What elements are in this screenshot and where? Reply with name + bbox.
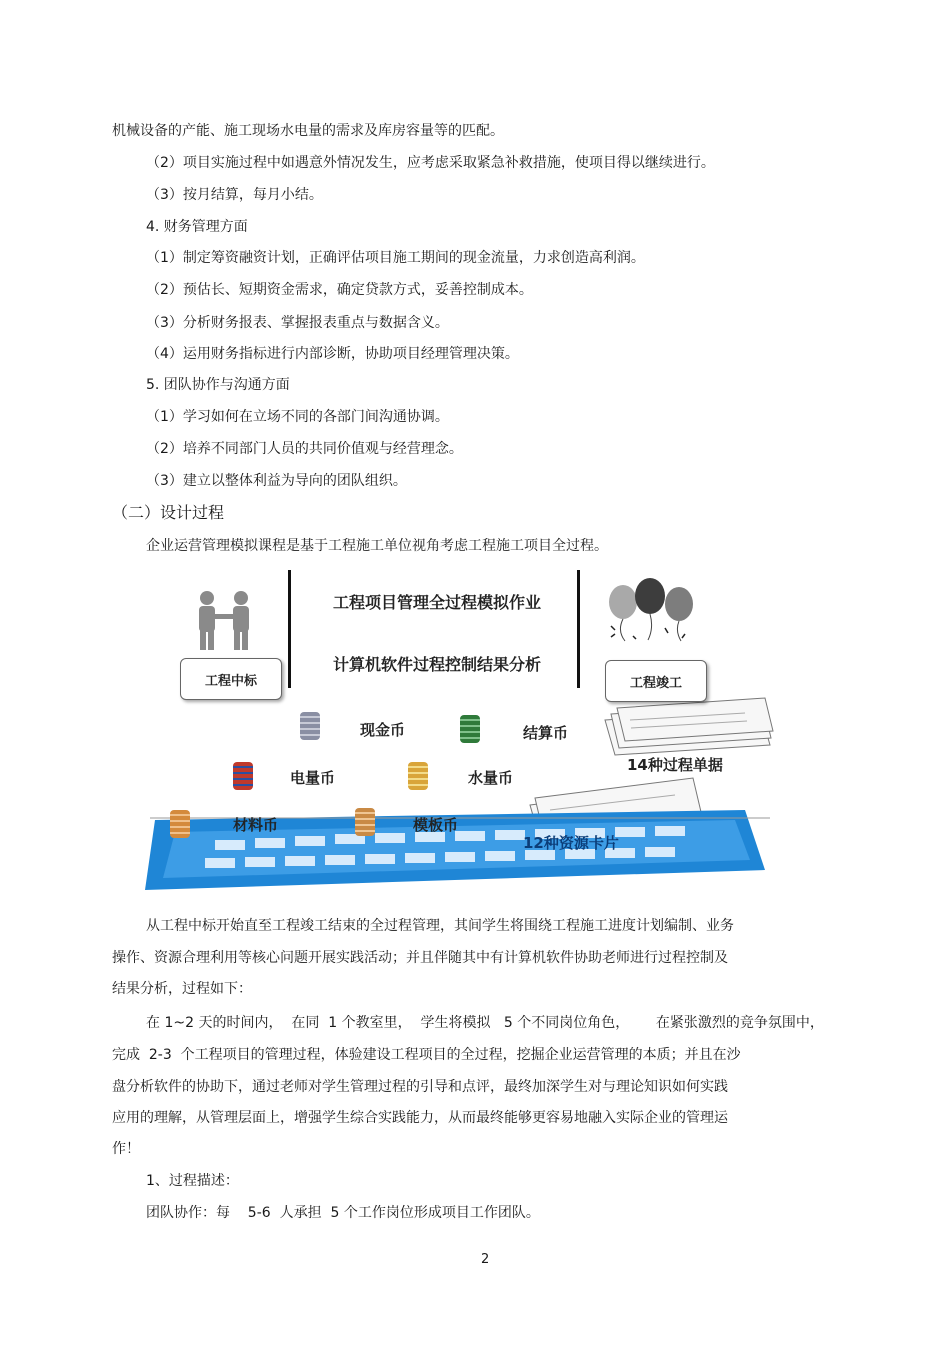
diagram-title-1: 工程项目管理全过程模拟作业 [333, 593, 542, 612]
handshake-icon [199, 591, 249, 650]
paragraph-line: （3）建立以整体利益为导向的团队组织。 [146, 473, 407, 489]
paragraph-line: 结果分析，过程如下： [112, 981, 252, 997]
material-coin-icon [170, 810, 190, 838]
paragraph-line: 1、过程描述： [146, 1173, 239, 1189]
divider-left [288, 570, 291, 688]
bid-win-box: 工程中标 [180, 658, 282, 700]
diagram-title-2: 计算机软件过程控制结果分析 [333, 655, 542, 674]
material-coin-label: 材料币 [233, 816, 279, 834]
template-coin-label: 模板币 [413, 816, 459, 834]
paragraph-line: 应用的理解，从管理层面上，增强学生综合实践能力，从而最终能够更容易地融入实际企业的管理运 [112, 1110, 728, 1126]
water-coin-icon [408, 762, 428, 790]
forms-stack-icon [605, 698, 773, 755]
paragraph-line: （2）预估长、短期资金需求，确定贷款方式，妥善控制成本。 [146, 282, 533, 298]
cash-coin-label: 现金币 [360, 721, 406, 739]
divider-right [577, 570, 580, 688]
forms-label: 14种过程单据 [627, 756, 723, 774]
cards-label: 12种资源卡片 [523, 834, 619, 852]
paragraph-line: （3）分析财务报表、掌握报表重点与数据含义。 [146, 315, 449, 331]
paragraph-line: 机械设备的产能、施工现场水电量的需求及库房容量等的匹配。 [112, 123, 504, 139]
paragraph-line: （1）学习如何在立场不同的各部门间沟通协调。 [146, 409, 449, 425]
completion-box: 工程竣工 [605, 660, 707, 702]
paragraph-line: 完成 2-3 个工程项目的管理过程，体验建设工程项目的全过程，挖掘企业运营管理的本质；并且在沙 [112, 1047, 741, 1063]
paragraph-line: （4）运用财务指标进行内部诊断，协助项目经理管理决策。 [146, 346, 519, 362]
balloons-icon [609, 578, 693, 641]
section-heading: （二）设计过程 [112, 503, 225, 522]
paragraph-line: 操作、资源合理利用等核心问题开展实践活动；并且伴随其中有计算机软件协助老师进行过程控制及 [112, 950, 728, 966]
settlement-coin-label: 结算币 [523, 724, 569, 742]
settlement-coin-icon [460, 715, 480, 743]
paragraph-line: 作！ [112, 1141, 140, 1157]
paragraph-line: （1）制定筹资融资计划，正确评估项目施工期间的现金流量，力求创造高利润。 [146, 250, 645, 266]
paragraph-line: （2）培养不同部门人员的共同价值观与经营理念。 [146, 441, 463, 457]
water-coin-label: 水量币 [468, 769, 514, 787]
template-coin-icon [355, 808, 375, 836]
section-title: 5. 团队协作与沟通方面 [146, 377, 290, 393]
section-title: 4. 财务管理方面 [146, 219, 248, 235]
paragraph-line: （3）按月结算，每月小结。 [146, 187, 323, 203]
paragraph-line: 盘分析软件的协助下，通过老师对学生管理过程的引导和点评，最终加深学生对与理论知识如何实践 [112, 1079, 728, 1095]
paragraph-line: 从工程中标开始直至工程竣工结束的全过程管理，其间学生将围绕工程施工进度计划编制、业务 [146, 918, 734, 934]
electricity-coin-icon [233, 762, 253, 790]
paragraph-line: 团队协作：每 5-6 人承担 5 个工作岗位形成项目工作团队。 [146, 1205, 540, 1221]
paragraph-line: （2）项目实施过程中如遇意外情况发生，应考虑采取紧急补救措施，使项目得以继续进行。 [146, 155, 715, 171]
process-diagram [145, 570, 775, 900]
paragraph-line: 企业运营管理模拟课程是基于工程施工单位视角考虑工程施工项目全过程。 [146, 538, 608, 554]
electricity-coin-label: 电量币 [290, 769, 336, 787]
paragraph-line: 在 1~2 天的时间内， 在同 1 个教室里， 学生将模拟 5 个不同岗位角色， 在紧张激烈的竞争氛围中， [146, 1015, 824, 1031]
cash-coin-icon [300, 712, 320, 740]
page-number: 2 [481, 1252, 490, 1267]
